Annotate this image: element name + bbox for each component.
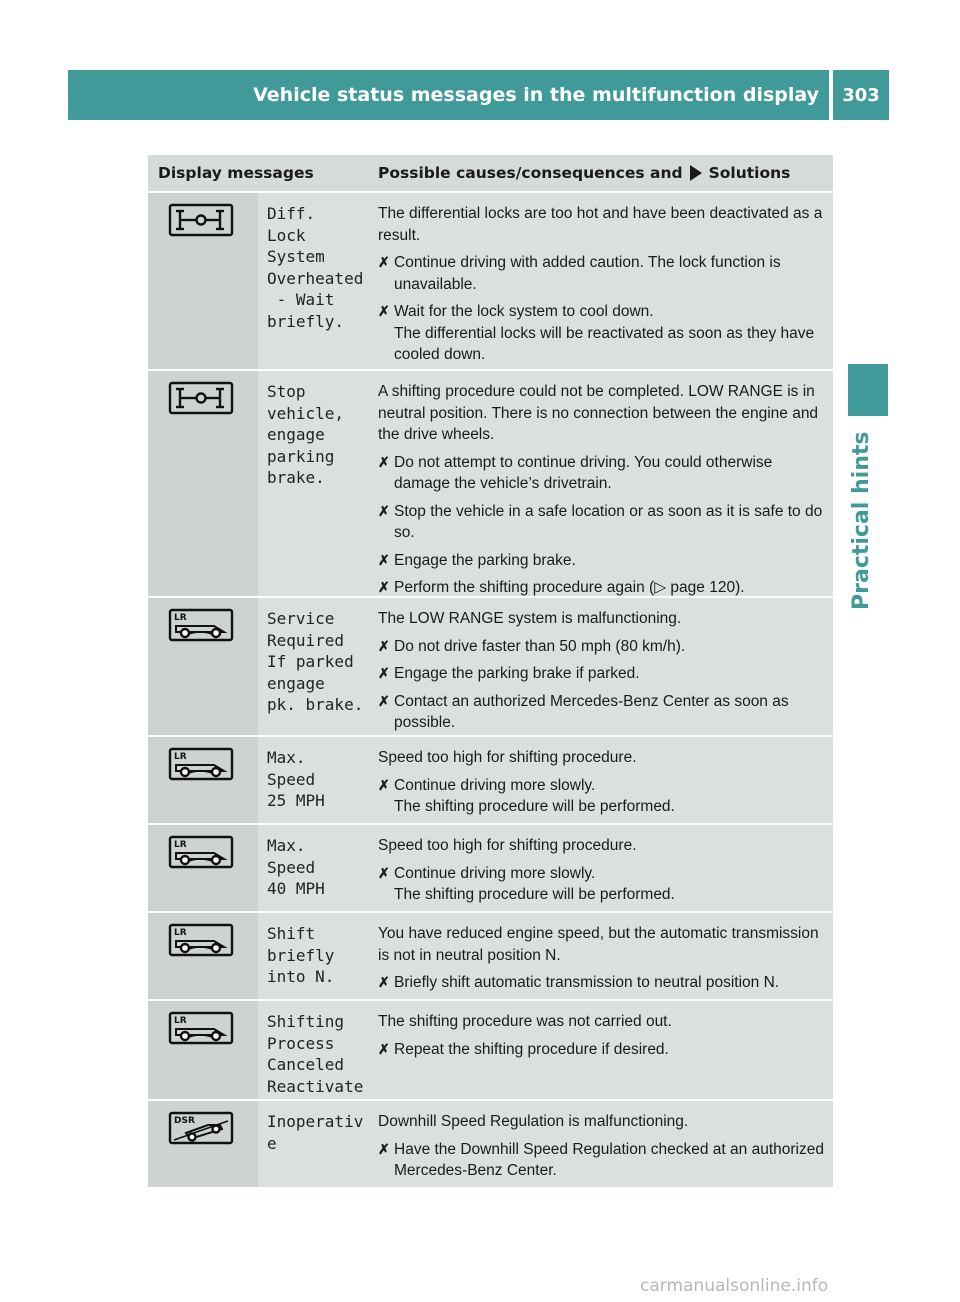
step-marker-icon: ✗	[378, 1140, 390, 1157]
step-marker-icon: ✗	[378, 453, 390, 470]
solution-step	[378, 972, 827, 994]
step-text: Continue driving with added caution. The lock function is unavailable.	[394, 254, 781, 293]
step-text: Do not drive faster than 50 mph (80 km/h).	[394, 637, 686, 655]
step-marker-icon: ✗	[378, 579, 390, 595]
solution-step	[378, 501, 827, 544]
table-row	[148, 999, 833, 1099]
low-range-icon	[168, 1011, 234, 1045]
arrow-right-icon	[690, 165, 702, 181]
step-text: Stop the vehicle in a safe location or as soon as it is safe to do so.	[394, 502, 823, 541]
solution-step	[378, 863, 827, 906]
column-header-display-messages: Display messages	[158, 164, 314, 182]
cause-text: Speed too high for shifting procedure.	[378, 749, 637, 766]
step-text: Wait for the lock system to cool down. The differential locks will be reactivated as soon as they have cooled down.	[394, 303, 815, 363]
solution-cell	[368, 371, 833, 596]
table-body	[148, 191, 833, 1187]
solution-step	[378, 1039, 827, 1061]
differential-lock-icon	[168, 203, 234, 237]
svg-text:LR: LR	[174, 613, 187, 623]
cause-text: Downhill Speed Regulation is malfunctioning.	[378, 1113, 689, 1130]
display-message: Shift briefly into N.	[258, 913, 368, 999]
display-message: Shifting Process Canceled Reactivate	[258, 1001, 368, 1099]
step-text: Engage the parking brake if parked.	[394, 665, 640, 682]
step-text: Perform the shifting procedure again (▷ page 120).	[394, 579, 745, 596]
page-number: 303	[833, 70, 889, 120]
step-marker-icon: ✗	[378, 637, 390, 654]
icon-cell	[148, 825, 258, 911]
svg-text:LR: LR	[174, 752, 187, 762]
solution-cell	[368, 1001, 833, 1099]
display-message: Service Required If parked engage pk. brake.	[258, 598, 368, 735]
low-range-icon	[168, 923, 234, 957]
solution-step	[378, 691, 827, 734]
svg-text:LR: LR	[174, 928, 187, 938]
solution-step	[378, 1139, 827, 1182]
display-message: Max. Speed 25 MPH	[258, 737, 368, 823]
low-range-icon	[168, 608, 234, 642]
icon-cell	[148, 737, 258, 823]
cause-text: You have reduced engine speed, but the automatic transmission is not in neutral position N.	[378, 925, 819, 964]
step-marker-icon: ✗	[378, 1040, 390, 1057]
cause-text: The shifting procedure was not carried out.	[378, 1013, 672, 1030]
step-marker-icon: ✗	[378, 864, 390, 881]
solution-step	[378, 252, 827, 295]
solution-step	[378, 577, 827, 599]
step-marker-icon: ✗	[378, 776, 390, 793]
table-header	[148, 155, 833, 191]
solution-cell	[368, 737, 833, 823]
table-row	[148, 1099, 833, 1187]
svg-text:LR: LR	[174, 840, 187, 850]
cause-text: A shifting procedure could not be completed. LOW RANGE is in neutral position. There is no connection between the engine and the drive wheels.	[378, 383, 819, 443]
low-range-icon	[168, 747, 234, 781]
solution-step	[378, 775, 827, 818]
cause-text: Speed too high for shifting procedure.	[378, 837, 637, 854]
low-range-icon	[168, 835, 234, 869]
step-marker-icon: ✗	[378, 665, 390, 681]
step-text: Have the Downhill Speed Regulation checked at an authorized Mercedes-Benz Center.	[394, 1140, 824, 1179]
column-header-causes: Possible causes/consequences and Solutions	[378, 164, 791, 182]
solution-cell	[368, 598, 833, 735]
step-text: Repeat the shifting procedure if desired.	[394, 1040, 669, 1058]
step-marker-icon: ✗	[378, 502, 390, 519]
step-text: Continue driving more slowly. The shifting procedure will be performed.	[394, 864, 675, 903]
display-message: Diff. Lock System Overheated - Wait briefly.	[258, 193, 368, 369]
table-row	[148, 191, 833, 369]
solution-step	[378, 452, 827, 495]
step-text: Continue driving more slowly. The shifting procedure will be performed.	[394, 776, 675, 815]
display-message: Inoperativ e	[258, 1101, 368, 1187]
table-row	[148, 823, 833, 911]
icon-cell	[148, 371, 258, 596]
cause-text: The LOW RANGE system is malfunctioning.	[378, 610, 682, 627]
step-marker-icon: ✗	[378, 254, 390, 270]
step-marker-icon: ✗	[378, 974, 390, 990]
icon-cell	[148, 193, 258, 369]
header-title-text: Vehicle status messages in the multifunction display	[253, 84, 819, 106]
messages-table	[148, 155, 833, 1187]
display-message: Max. Speed 40 MPH	[258, 825, 368, 911]
table-row	[148, 735, 833, 823]
side-tab-marker	[848, 364, 888, 416]
solution-step	[378, 550, 827, 572]
display-message: Stop vehicle, engage parking brake.	[258, 371, 368, 596]
page-header-title	[68, 70, 829, 120]
solution-step	[378, 301, 827, 366]
table-row	[148, 911, 833, 999]
step-marker-icon: ✗	[378, 303, 390, 319]
solution-step	[378, 663, 827, 685]
cause-text: The differential locks are too hot and have been deactivated as a result.	[378, 205, 823, 244]
solution-cell	[368, 825, 833, 911]
downhill-speed-regulation-icon	[168, 1111, 234, 1145]
differential-lock-icon	[168, 381, 234, 415]
solution-cell	[368, 913, 833, 999]
solution-cell	[368, 1101, 833, 1187]
table-row	[148, 369, 833, 596]
table-row	[148, 596, 833, 735]
step-text: Contact an authorized Mercedes-Benz Center as soon as possible.	[394, 692, 789, 731]
step-text: Briefly shift automatic transmission to neutral position N.	[394, 974, 780, 991]
step-marker-icon: ✗	[378, 692, 390, 709]
solution-cell	[368, 193, 833, 369]
solution-step	[378, 636, 827, 658]
step-text: Do not attempt to continue driving. You could otherwise damage the vehicle’s drivetrain.	[394, 453, 773, 492]
step-marker-icon: ✗	[378, 551, 390, 568]
step-text: Engage the parking brake.	[394, 551, 576, 569]
svg-text:LR: LR	[174, 1016, 187, 1026]
watermark: carmanualsonline.info	[640, 1276, 829, 1296]
icon-cell	[148, 1001, 258, 1099]
icon-cell	[148, 598, 258, 735]
svg-text:DSR: DSR	[174, 1116, 195, 1126]
icon-cell	[148, 913, 258, 999]
icon-cell	[148, 1101, 258, 1187]
